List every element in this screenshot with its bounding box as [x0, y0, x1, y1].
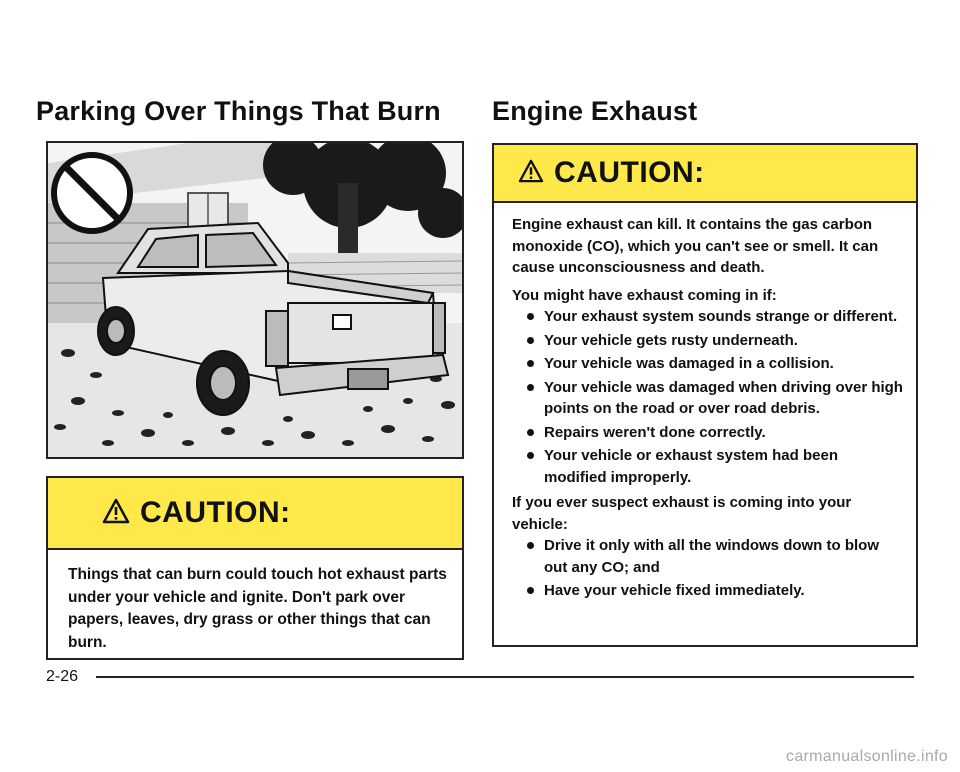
list-item: Your exhaust system sounds strange or different. [512, 306, 904, 328]
watermark: carmanualsonline.info [786, 748, 948, 765]
left-caution-header [48, 478, 462, 550]
exhaust-list1-intro: You might have exhaust coming in if: [512, 286, 777, 304]
left-caution-text: Things that can burn could touch hot exhaust parts under your vehicle and ignite. Don't park over papers, leaves, dry grass or other things that can burn. [68, 566, 447, 651]
list-item: Your vehicle gets rusty underneath. [512, 330, 904, 352]
page-number: 2-26 [46, 668, 79, 685]
list-item: Your vehicle was damaged in a collision. [512, 353, 904, 375]
list-item: Your vehicle was damaged when driving over high points on the road or over road debris. [512, 377, 904, 420]
warning-triangle-icon [518, 159, 544, 188]
left-caution-box [46, 476, 464, 660]
list-item: Repairs weren't done correctly. [512, 422, 904, 444]
list-item: Drive it only with all the windows down to blow out any CO; and [512, 535, 904, 578]
exhaust-actions-list [512, 535, 904, 602]
right-section-title: Engine Exhaust [492, 96, 698, 126]
left-section-title: Parking Over Things That Burn [36, 96, 441, 126]
left-caution-label: CAUTION: [140, 496, 291, 529]
prohibition-sign-icon [54, 155, 130, 231]
exhaust-intro-text: Engine exhaust can kill. It contains the gas carbon monoxide (CO), which you can't see or smell. It can cause unconsciousness and death. [512, 216, 879, 276]
warning-triangle-icon [102, 498, 130, 529]
right-caution-box [492, 143, 918, 647]
list-item: Your vehicle or exhaust system had been modified improperly. [512, 445, 904, 488]
right-caution-label: CAUTION: [554, 156, 705, 189]
footer-divider [96, 676, 914, 678]
truck-over-leaves-illustration [46, 141, 464, 459]
right-caution-header [494, 145, 916, 203]
exhaust-signs-list [512, 306, 904, 488]
list-item: Have your vehicle fixed immediately. [512, 580, 904, 602]
exhaust-list2-intro: If you ever suspect exhaust is coming into your vehicle: [512, 494, 852, 533]
